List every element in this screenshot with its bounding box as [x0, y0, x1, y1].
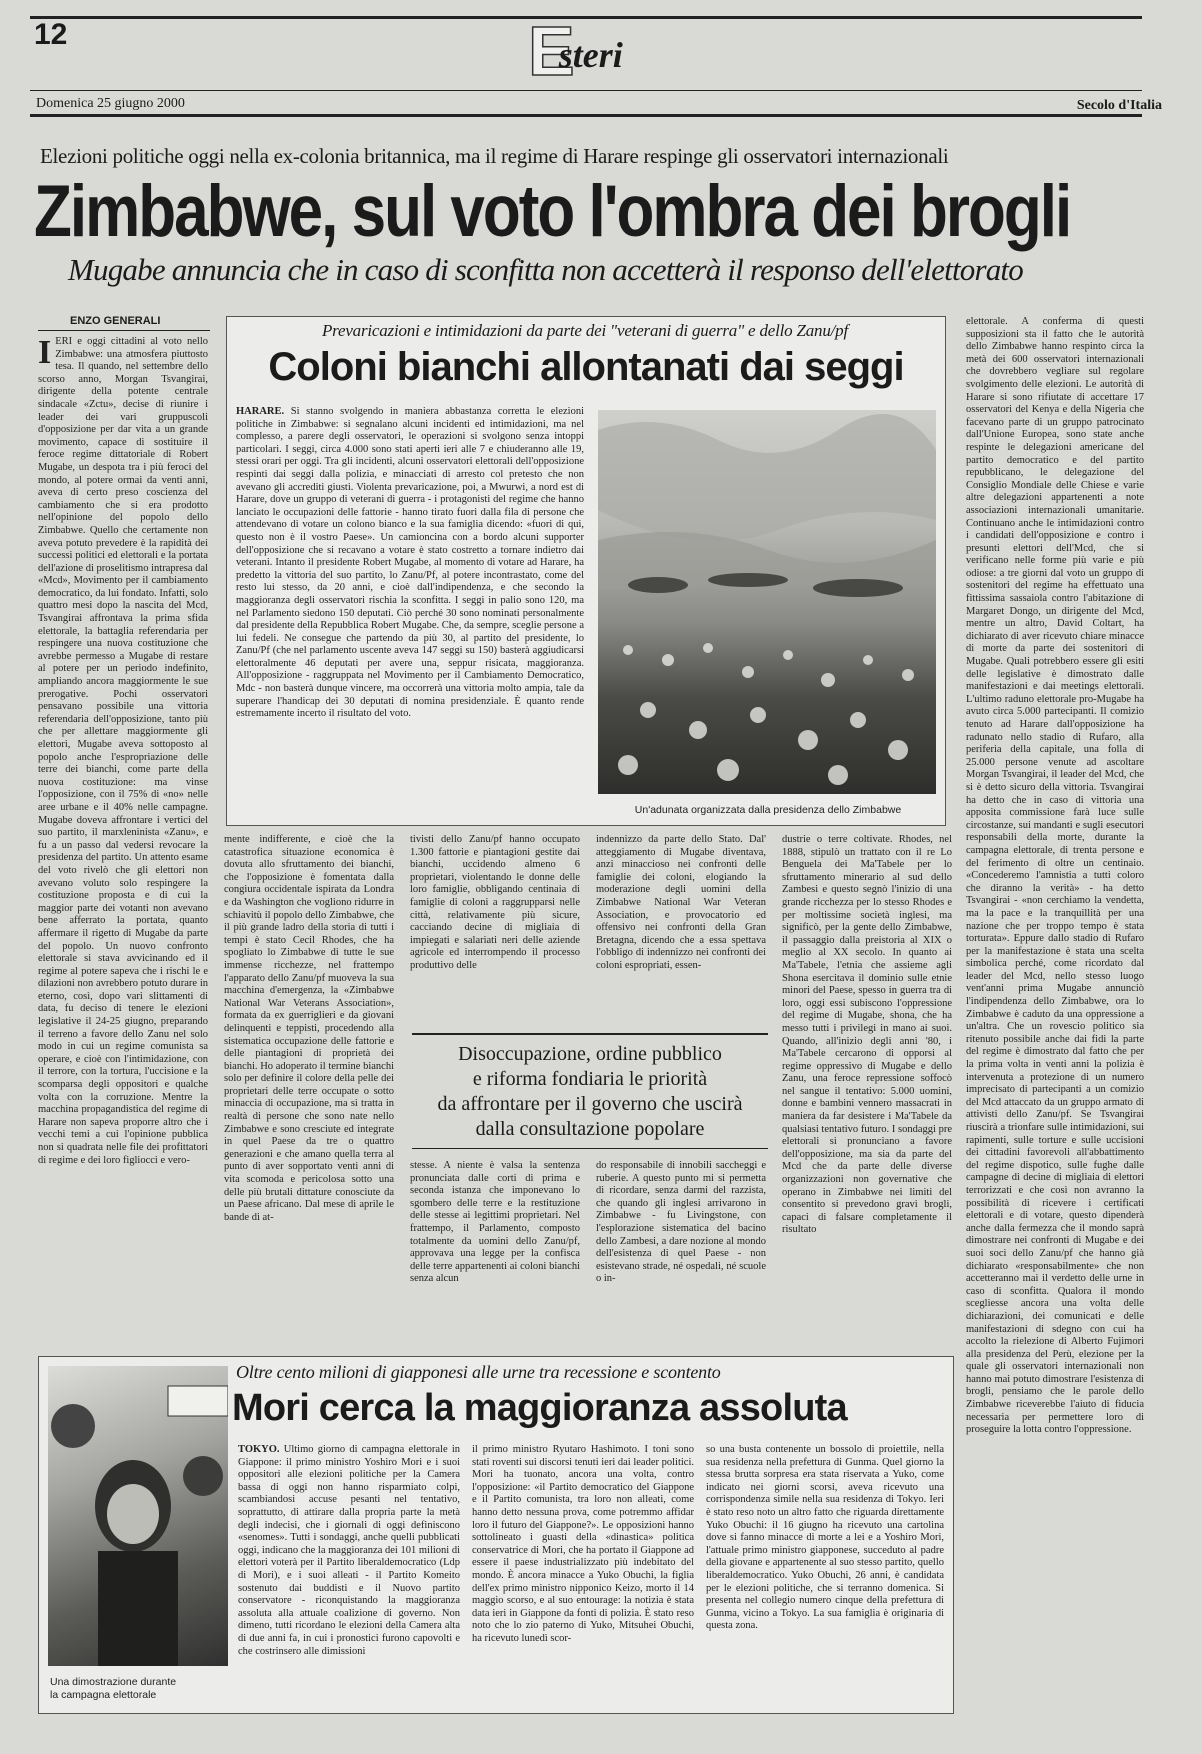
drop-cap: I	[38, 336, 52, 371]
masthead-thin-rule	[30, 90, 1142, 91]
issue-date: Domenica 25 giugno 2000	[36, 96, 185, 111]
sidebar-headline: Coloni bianchi allontanati dai seggi	[268, 345, 904, 389]
section-initial: E	[528, 12, 575, 90]
protester-image	[48, 1366, 228, 1666]
japan-dateline: TOKYO.	[238, 1444, 280, 1455]
main-column-1	[38, 336, 208, 1341]
sidebar-kicker: Prevaricazioni e intimidazioni da parte dei "veterani di guerra" e dello Zanu/pf	[322, 321, 848, 340]
main-kicker: Elezioni politiche oggi nella ex-colonia britannica, ma il regime di Harare respinge gli osservatori internazionali	[40, 144, 949, 168]
section-title	[528, 12, 623, 90]
pullquote	[410, 1042, 770, 1142]
japan-headline: Mori cerca la maggioranza assoluta	[232, 1387, 847, 1429]
protest-caption-line-2: la campagna elettorale	[50, 1689, 157, 1701]
paper-name: Secolo d'Italia	[1076, 98, 1162, 113]
japan-column-1-text: Ultimo giorno di campagna elettorale in Giappone: il primo ministro Yoshiro Mori e i suoi oppositori alle elezioni politiche per la Camera bassa di oggi non hanno risparmiato colpi, scambiandosi accuse pesanti nel tentativo, soprattutto, di attirare dalla propria parte la metà degli indecisi, che i giornali di oggi definiscono «senomes». Tutti i sondaggi, anche quelli pubblicati oggi, indicano che la maggioranza dei 101 milioni di elettori voterà per il Partito liberaldemocratico (Ldp di Mori), e i suoi alleati - il Partito Komeito sostenuto dai buddisti e il Nuovo partito conservatore - riconquistando la maggioranza assoluta alla attuale coalizione di governo. Non dimeno, tutti ricordano le elezioni della Camera alta di due anni fa, in cui i pronostici furono capovolti e che costrinsero alle dimissioni	[238, 1444, 460, 1657]
main-column-1-text: ERI e oggi cittadini al voto nello Zimbabwe: una atmosfera piuttosto tesa. Il quando, nel settembre dello scorso anno, Morgan Tsvangirai, dirigente della potente centrale sindacale «Zctu», decise di riunire i leader dei vari gruppuscoli d'opposizione per dar vita a un grande movimento, capace di sostituire il feroce regime dittatoriale di Robert Mugabe, un despota tra i più feroci del mondo, al potere ormai da venti anni, aveva di certo preso coscienza del cambiamento che si era prodotto nell'opinione del popolo dello Zimbabwe. Quello che certamente non aveva potuto prevedere è la rapidità dei successi politici ed elettorali e la portata dell'azione di proselitismo intrapresa dal «Mcd», Movimento per il cambiamento democratico, da lui fondato. Infatti, solo quattro mesi dopo la nascita del Mcd, Tsvangirai affrontava la prima sfida elettorale, la battaglia referendaria per respingere una nuova costituzione che avrebbe permesso a Mugabe di restare al potere per un periodo indefinito, ampliando ancora maggiormente le sue prerogative. Pochi osservatori pensavano possibile una vittoria referendaria dell'opposizione, tanto più che per allettare maggiormente gli elettori, Mugabe aveva sottoposto al popolo anche l'espropriazione delle terre dei bianchi, come parte della nuova costituzione: ma vinse l'opposizione, con il 75% di «no» nelle aree urbane e il 40% nelle campagne. Mugabe doveva affrontare i vertici del suo partito, il marxleninista «Zanu», e fu a un passo dal vedersi revocare la presidenza del partito. Un attento esame del voto rivelò che gli elettori non avevano voluto solo respingere la costituzione proposta e di cui la maggior parte dei votanti non avevano bene afferrato la portata, quanto affermare il rigetto di Mugabe da parte del popolo. Un nuovo confronto elettorale si stava avvicinando ed il regime al potere sapeva che i rischi le e dilazioni non avrebbero potuto durare in eterno, così, dopo vari slittamenti di data, fu deciso di tenere le elezioni legislative il 24-25 giugno, preparando il terreno a favore dello Zanu nel solo modo in cui un regime comunista sa operare, e cioè con l'intimidazione, con il terrore, con la tortura, l'uccisione e la scomparsa degli oppositori e qualche volta con la corruzione. Mentre la macchina propagandistica del regime di Harare non sapeva proporre altro che i vecchi temi a cui l'opinione pubblica non si quadrata nelle file dei profittatori di regime e dei loro figliocci e vero-	[38, 336, 208, 1166]
sidebar-dateline: HARARE.	[236, 406, 285, 417]
protest-photo-caption	[50, 1676, 226, 1702]
masthead-bottom-rule	[30, 114, 1142, 117]
byline-rule	[38, 330, 210, 331]
pullquote-line-3: da affrontare per il governo che uscirà	[437, 1093, 743, 1115]
pullquote-bottom-rule	[412, 1148, 768, 1149]
pullquote-line-4: dalla consultazione popolare	[475, 1118, 705, 1140]
section-rest: steri	[558, 35, 623, 75]
japan-column-2: il primo ministro Ryutaro Hashimoto. I toni sono stati roventi sui discorsi tenuti ieri dai leader politici. Mori ha tuonato, ancora una volta, contro l'opposizione: «il Partito democratico del Giappone e il Partito comunista, tra loro non alleati, come hanno detto nessuna prova, come potremmo affidar loro il futuro del Giappone?». Le opposizioni hanno sottolineato i guasti della «dinastica» politica conservatrice di Mori, che ha portato il Giappone ad essere il paese industrializzato più indebitato del mondo. È ancora minacce a Yuko Obuchi, la figlia dell'ex primo ministro nipponico Keizo, morto il 14 maggio scorso, e al suo entourage: la notizia è stata data ieri in Giappone da fonti di polizia. È stato reso noto che lo zio paterno di Yuko, Mitsuhei Obuchi, ha ricevuto lunedì scor-	[472, 1444, 694, 1644]
crowd-image	[598, 410, 936, 794]
japan-kicker: Oltre cento milioni di giapponesi alle urne tra recessione e scontento	[236, 1362, 721, 1382]
main-column-3: tivisti dello Zanu/pf hanno occupato 1.300 fattorie e piantagioni gestite dai bianchi, uccidendo almeno 6 proprietari, violentando le donne delle loro famiglie, obbligando centinaia di famiglie di coloni a raggrupparsi nelle città, relativamente più sicure, cacciando decine di migliaia di impiegati e salariati neri delle aziende agricole ed interrompendo il processo produttivo delle	[410, 834, 580, 971]
japan-column-3: so una busta contenente un bossolo di proiettile, nella sua residenza nella prefettura di Gunma. Quel giorno la stessa brutta sorpresa era stata riservata a Yuko, come indicato nei giorni scorsi, aveva ricevuto una corrispondenza simile nella sua residenza di Tokyo. Ieri è stato reso noto un altro fatto che riguarda direttamente Yuko Obuchi: il 16 giugno ha ricevuto una cartolina dove si fanno minacce di morte a lei e a Yoshiro Mori, l'attuale primo ministro giapponese, succeduto al padre della giovane e appartenente al suo stesso partito, quello liberaldemocratico. Yuko Obuchi, 26 anni, è candidata per le elezioni politiche, che si terranno domenica. Si presenta nel collegio numero cinque della prefettura di Gunma, vicino a Tokyo. La sua famiglia è originaria di questa zona.	[706, 1444, 944, 1632]
pullquote-top-rule	[412, 1033, 768, 1035]
main-column-5: dustrie o terre coltivate. Rhodes, nel 1888, stipulò un trattato con il re Lo Benguela dei Ma'Tabele per lo sfruttamento minerario al sud dello Zambesi e questo segnò l'inizio di una grande ricchezza per lo stesso Rhodes e per moltissime società inglesi, ma significò, per la gente dello Zimbabwe, il passaggio dalla preistoria al XIX o meglio al XX secolo. In quanto ai Ma'Tabele, l'etnia che assieme agli Shona esercitava il dominio sulle etnie minori del Paese, spesso in guerra tra di loro, oggi essi subiscono l'oppressione del regime di Mugabe, shona, che ha messo tutti i privilegi in mano ai suoi. Quando, all'inizio degli anni '80, i Ma'Tabele cercarono di opporsi al regime oppressivo di Mugabe e dello Zanu, una feroce repressione soffocò nel sangue il tentativo: 5.000 uomini, donne e bambini vennero massacrati in maniera da far desistere i Ma'Tabele da qualsiasi tentativo futuro. I sondaggi pre elettorali si pronunciano a favore dell'opposizione, ma sia da parte del Mcd che da parte delle diverse organizzazioni non governative che operano in Zimbabwe nei limiti del consentito si prevedono gravi brogli, capaci di falsare completamente il risultato	[782, 834, 952, 1236]
main-column-4: indennizzo da parte dello Stato. Dal' atteggiamento di Mugabe diventava, anzi minaccioso nei confronti delle famiglie dei coloni, elogiando la moderazione degli uomini della Zimbabwe National War Veteran Association, e provocatorio ed offensivo nei confronti della Gran Bretagna, dicendo che a essa spettava l'obbligo di indennizzo nei confronti dei coloni espropriati, essen-	[596, 834, 766, 971]
main-column-2: mente indifferente, e cioè che la catastrofica situazione economica è dovuta allo sfruttamento dei bianchi, che l'opposizione è fomentata dalla congiura occidentale ispirata da Londra e da Washington che vogliono ridurre in schiavitù il popolo dello Zimbabwe, che il più grande ladro della storia di tutti i tempi è stato Cecil Rhodes, che ha spogliato lo Zimbabwe di tutte le sue immense ricchezze, nel frattempo l'apparato dello Zanu/pf muoveva la sua macchina d'emergenza, la «Zimbabwe National War Veterans Association», formata da ex guerriglieri e da giovani delinquenti e teppisti, procedendo alla sistematica occupazione delle fattorie e delle piantagioni di proprietà dei bianchi. Ho adoperato il termine bianchi solo per definire il colore della pelle dei proprietari delle terre occupate o sotto minaccia di occupazione, ma si tratta in realtà di persone che sono nate nello Zimbabwe e sono cresciute ed integrate in quel Paese da tre o quattro generazioni e che amano quella terra al punto di aver sopportato venti anni di vita scomoda e pericolosa sotto una delle più brutali dittature conosciute da un Paese africano. Dal mese di aprile le bande di at-	[224, 834, 394, 1223]
main-column-6: elettorale. A conferma di questi supposizioni sta il fatto che le autorità dello Zimbabwe hanno respinto circa la metà dei 600 osservatori internazionali che dovrebbero vegliare sul regolare svolgimento delle elezioni. Le autorità di Harare si sono rifiutate di accettare 17 osservatori del Kenya e della Nigeria che facevano parte di un gruppo patrocinato dall'Unione Europea, sono state anche respinte le delegazioni americane del partito democratico e del partito repubblicano, le delegazione del Consiglio Mondiale delle Chiese e varie altre delegazioni appartenenti a note associazioni internazionali umanitarie. Continuano anche le intimidazioni contro i candidati dell'opposizione e contro i presunti elettori dell'Mcd, che si verificano nelle forme più varie e più odiose: a tre giorni dal voto un gruppo di sostenitori del regime ha effettuato una fittissima sassaiola contro l'abitazione di Margaret Dongo, un dirigente del Mcd, mentre un altro, David Coltart, ha dichiarato di aver ricevuto chiare minacce di morte da parte dei sostenitori di Mugabe. Quali potrebbero essere gli esiti delle legislative è dimostrato dalle manifestazioni e dai meetings elettorali. L'ultimo raduno elettorale pro-Mugabe ha avuto circa 5.000 partecipanti. Il comizio tenuto ad Harare dall'opposizione ha radunato nello stadio di Rufaro, alla periferia della capitale, una folla di 25.000 persone venute ad ascoltare Morgan Tsvangirai, il leader del Mcd, che si è detto sicuro della vittoria. Tsvangirai ha detto che in caso di vittoria una apposita commissione farà luce sulle circostanze, sui mandanti e sugli esecutori responsabili della morte, durante la campagna elettorale, di trenta persone e del ferimento di oltre un centinaio. «Concederemo l'amnistia a tutti coloro che diranno la verità» - ha detto Tsvangirai - «non cerchiamo la vendetta, ma la pace e la tranquillità per una nazione che per troppo tempo è stata torturata». Eppure dallo stadio di Rufaro per la manifestazione è stata una scelta simbolica perché, come ricordato dal leader del Mcd, nello stesso luogo vent'anni prima Mugabe annunciò l'indipendenza dello Zimbabwe, ora lo Zimbabwe è caduto da una oppressione a un'altra. Che un rovescio politico sia ritenuto possibile anche dai fidi la parte del regime è dimostrato dal fatto che per la prima volta in venti anni la polizia è intervenuta a protezione di un numero imprecisato di partecipanti a un comizio del Mcd attaccato da un gruppo armato di attivisti dello Zanu/pf. Se Tsvangirai riuscirà a trionfare sulle intimidazioni, sui rapimenti, sulle torture e sulle uccisioni dei cittadini favorevoli all'abbattimento del regime dispotico, sulle fughe dalle campagne di decine di migliaia di elettori terrorizzati e che così non avranno la possibilità di ricevere i certificati elettorali e di votare, questo dipenderà anche dalla fermezza che il mondo saprà dimostrare nei confronti di Mugabe e dei suoi soci dello Zanu/pf che hanno già dichiarato «responsabilmente» che non accetteranno mai il verdetto delle urne in caso di sconfitta. Qualora il mondo scegliesse ancora una volta delle dichiarazioni, dei comunicati e delle manifestazioni di sdegno con cui ha accolto la rielezione di Alberto Fujimori alla presidenza del Perù, elezione per la quale gli osservatori internazionali non hanno mai potuto dimostrare l'esistenza di brogli, pensiamo che le parole dello Zimbabwe riceverebbe l'aiuto di fiducia necessaria per permettere loro di proseguire la lotta contro l'oppressione.	[966, 316, 1144, 1436]
pullquote-line-2: e riforma fondiaria le priorità	[472, 1068, 708, 1090]
sidebar-body	[236, 406, 584, 816]
rally-photo-caption: Un'adunata organizzata dalla presidenza dello Zimbabwe	[634, 804, 902, 816]
main-column-3b: stesse. A niente è valsa la sentenza pronunciata dalle corti di prima e seconda istanza che imponevano lo sgombero delle terre e la restituzione delle stesse ai legittimi proprietari. Nel frattempo, il Parlamento, composto totalmente da uomini dello Zanu/pf, approvava una legge per la confisca delle terre appartenenti ai coloni bianchi senza alcun	[410, 1160, 580, 1285]
sidebar-body-text: Si stanno svolgendo in maniera abbastanza corretta le elezioni politiche in Zimbabwe: si segnalano alcuni incidenti ed intimidazioni, ma nel complesso, a parere degli osservatori, le operazioni si svolgono senza intoppi particolari. I seggi, circa 4.000 sono stati aperti ieri alle 7 e chiuderanno alle 19, stessi orari per oggi. Tra gli incidenti, alcuni osservatori elettorali dell'opposizione respinti dai seggi dalla polizia, e minacciati di arresto col pretesto che non avevano gli accrediti giusti. Violenta prevaricazione, poi, a Mwurwi, a nord est di Harare, dove un gruppo di veterani di guerra - i protagonisti del regime che hanno lanciato le occupazioni delle fattorie - hanno tirato fuori dalla fila di persone che attendevano di votare un colono bianco e la sua famiglia dicendo: «fuori di qui, questo non è il vostro Paese». Un camioncina con a bordo alcuni supporter dell'opposizione che si recavano a votare è stato costretto a tornare indietro dai veterani. Intanto il presidente Robert Mugabe, al momento di votare ad Harare, ha predetto la vittoria del suo partito, lo Zanu/Pf, al potere incontrastato, come del resto lui stesso, da 20 anni, e cioè dall'indipendenza, e che secondo la maggioranza degli osservatori rischia la sconfitta. I seggi in palio sono 120, ma nel Parlamento siedono 150 deputati. Ciò perché 30 sono nominati personalmente dal presidente della Repubblica Robert Mugabe. Che, da sempre, sceglie persone a lui fedeli. Ne consegue che partendo da più 30, al partito del presidente, lo Zanu/Pf (che nel parlamento uscente aveva 147 seggi su 150) basterà aggiudicarsi elettoralmente 46 deputati per avere una, seppur risicata, maggioranza. All'opposizione - raggruppata nel Movimento per il Cambiamento Democratico, Mdc - non basterà dunque vincere, ma occorrerà una vittoria molto ampia, tale da superare l'handicap dei 30 deputati di nomina presidenziale. È quanto rende estremamente incerto il risultato del voto.	[236, 406, 584, 720]
main-headline: Zimbabwe, sul voto l'ombra dei brogli	[34, 171, 1071, 253]
main-column-4b: do responsabile di innobili saccheggi e ruberie. A questo punto mi si permetta di ricordare, senza darmi del razzista, che quando gli inglesi arrivarono in Zimbabwe - fu Livingstone, con l'esplorazione sistematica del bacino dello Zambesi, a dare nozione al mondo dell'esistenza di quel Paese - non esistevano strade, né ospedali, né scuole o in-	[596, 1160, 766, 1285]
japan-column-1	[238, 1444, 460, 1708]
protest-caption-line-1: Una dimostrazione durante	[50, 1676, 177, 1688]
page-number: 12	[34, 18, 68, 51]
main-subheadline: Mugabe annuncia che in caso di sconfitta non accetterà il responso dell'elettorato	[68, 252, 1023, 287]
byline: ENZO GENERALI	[70, 315, 161, 327]
pullquote-line-1: Disoccupazione, ordine pubblico	[458, 1043, 722, 1065]
rally-photo	[598, 410, 936, 794]
protest-photo	[48, 1366, 228, 1666]
